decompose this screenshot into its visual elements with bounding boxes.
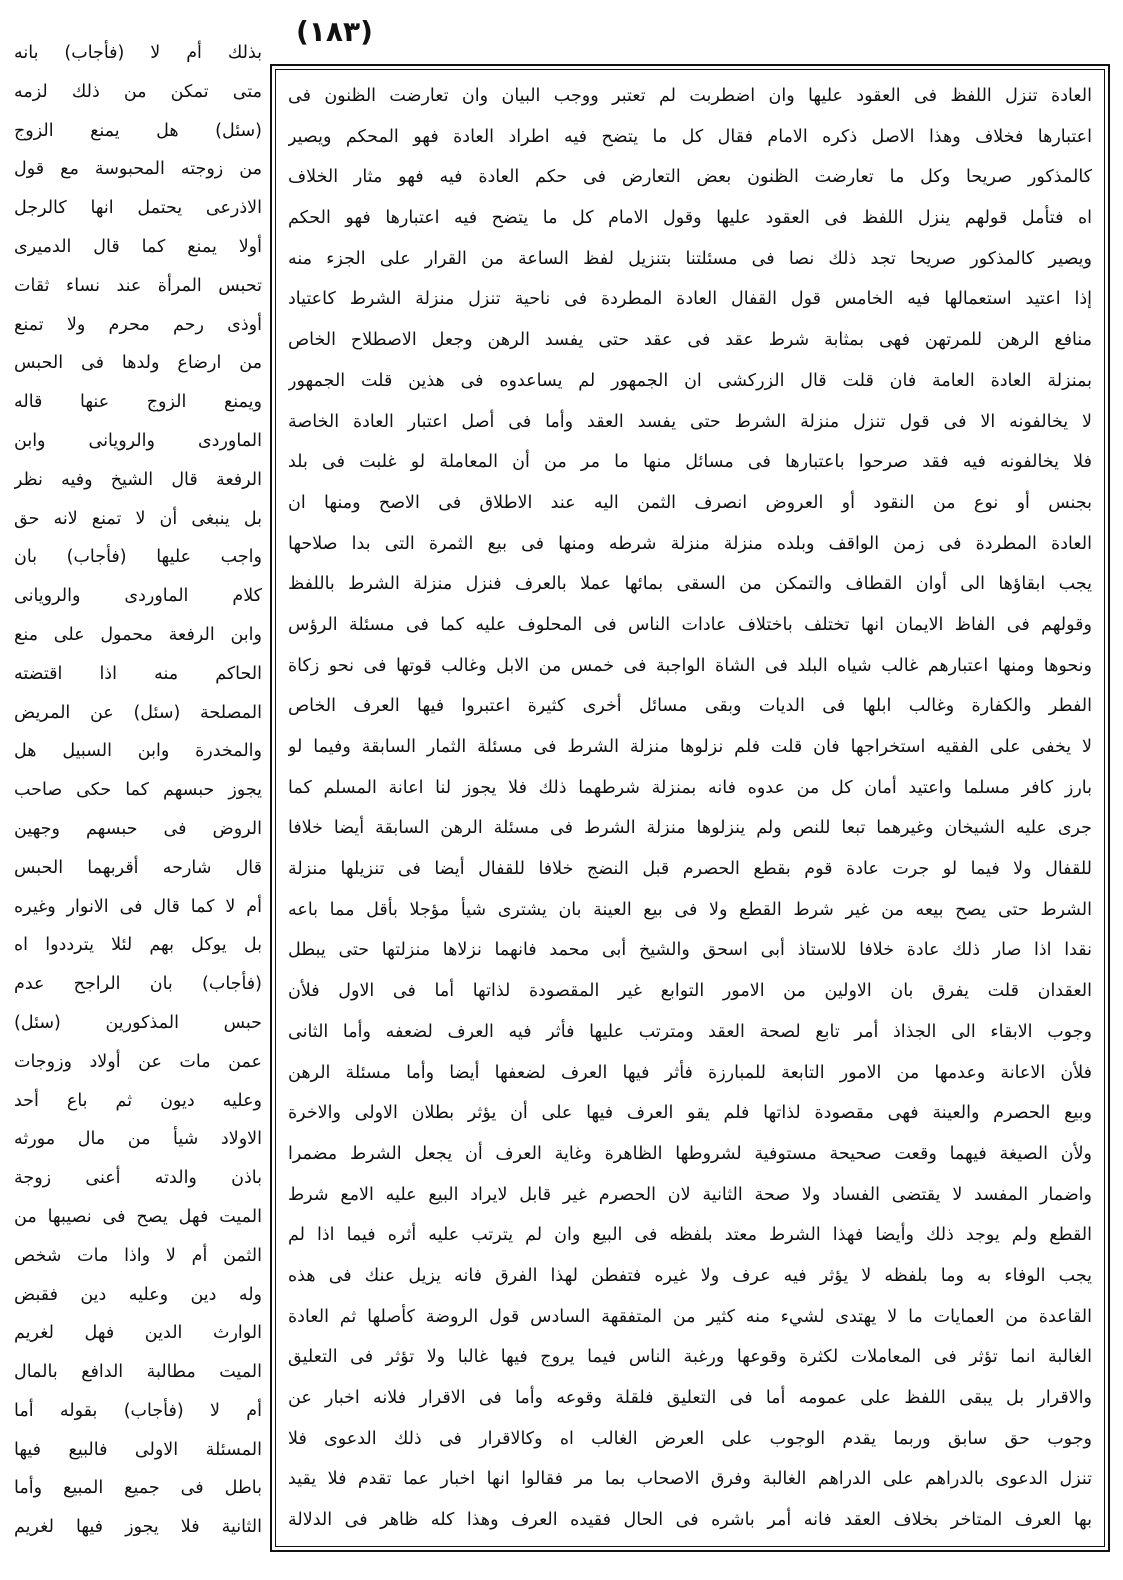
main-text-line: وقولهم فى الفاظ الايمان انها تختلف باختلاف عادات الناس فى المحلوف عليه كما فى مسئلة الرؤس	[288, 614, 1092, 635]
main-text-line: الغالبة انما تؤثر فى المعاملات لكثرة وقوعها ورغبة الناس فيما يروج فيها غالبا ولا تؤثر فى التعليق	[288, 1347, 1092, 1368]
main-text-line: اعتبارها فخلاف وهذا الاصل ذكره الامام فقال كل ما يتضح فيه اطراد العادة فهو المحكم ويصير	[288, 126, 1092, 147]
main-text-line: كالمذكور صريحا وكل ما تعارضت الظنون بعض التعارض فى حكم العادة فيه فهو مثار الخلاف	[288, 167, 1092, 188]
margin-note-line: الماوردى والرويانى وابن	[14, 430, 262, 451]
margin-note-line: تحبس المرأة عند نساء ثقات	[14, 275, 262, 296]
margin-note-line: أم لا (فأجاب) بقوله أما	[14, 1400, 262, 1421]
margin-note-line: المسئلة الاولى فالبيع فيها	[14, 1439, 262, 1460]
margin-note-line: وعليه ديون ثم باع أحد	[14, 1090, 262, 1111]
margin-note-line: الميت فهل يصح فى نصيبها من	[14, 1206, 262, 1227]
margin-note-line: (سئل) هل يمنع الزوج	[14, 120, 262, 141]
margin-note-line: بذلك أم لا (فأجاب) بانه	[14, 43, 262, 63]
main-text-line: للقفال ولا فيما لو جرت عادة قوم بقطع الحصرم قبل النضج خلافا للقفال أيضا فى تنزيلها منزلة	[288, 859, 1092, 880]
margin-note-line: من زوجته المحبوسة مع قول	[14, 159, 262, 180]
margin-notes	[14, 34, 262, 1549]
main-text-line: جرى عليه الشيخان وغيرهما تبعا للنص ولم ينزلوها منزلة الشرط فى مسئلة الرهن السابقة أيضا خلافا	[288, 818, 1092, 839]
margin-note-line: أوذى رحم محرم ولا تمنع	[14, 314, 262, 335]
main-text-line: العقدان قلت يفرق بان الاولين من الامور التوابع غير المقصودة لذاتها أما فى الاول فلأن	[288, 981, 1092, 1002]
main-text-line: يجب ابقاؤها الى أوان القطاف والتمكن من السقى بمائها عملا بالعرف فنزل منزلة الشرط باللفظ	[288, 574, 1092, 595]
main-text-line: يجب الوفاء به وما بلفظه لا يؤثر فيه عرف ولا غيره فتفطن لهذا الفرق فانه يزيل عنك فى هذه	[288, 1265, 1092, 1286]
main-text-line: لا يخالفونه الا فى قول تنزل منزلة الشرط حتى يفسد العقد وأما فى أصل اعتبار العادة الخاصة	[288, 411, 1092, 432]
main-text-line: ولأن الصيغة فيهما وقعت صحيحة مستوفية لشروطها الظاهرة وغاية العرف أن يجعل الشرط مضمرا	[288, 1143, 1092, 1164]
main-text-line: القطع ولم يوجد ذلك وأيضا فهذا الشرط معتد بلفظه فى البيع وان لم يترتب عليه أثره فيما اذا لم	[288, 1225, 1092, 1246]
margin-note-line: قال شارحه أقربهما الحبس	[14, 857, 262, 878]
margin-note-line: واجب عليها (فأجاب) بان	[14, 547, 262, 568]
margin-note-line: الوارث الدين فهل لغريم	[14, 1323, 262, 1344]
main-text-line: وجوب حق سابق وربما يقدم الوجوب على العرض الغالب اه وكالاقرار فى ذلك الدعوى فلا	[288, 1428, 1092, 1449]
margin-note-line: أولا يمنع كما قال الدميرى	[14, 236, 262, 257]
margin-note-line: متى تمكن من ذلك لزمه	[14, 81, 262, 102]
main-text-frame	[270, 64, 1110, 1552]
margin-note-line: باذن والدته أعنى زوجة	[14, 1168, 262, 1189]
margin-note-line: الثانية فلا يجوز فيها لغريم	[14, 1517, 262, 1538]
page-number: (١٨٣)	[296, 15, 373, 48]
margin-note-line: المصلحة (سئل) عن المريض	[14, 702, 262, 723]
main-text-line: وجوب الابقاء الى الجذاذ أمر تابع لصحة العقد ومترتب عليها فأثر فيه العرف لضعفه وأما الثانى	[288, 1021, 1092, 1042]
margin-note-line: ويمنع الزوج عنها قاله	[14, 392, 262, 413]
main-text-line: فلأن الاعانة وعدمها من الامور التابعة للمبارزة فأثر فيها العرف لضعفها أيضا وأما مسئلة الرهن	[288, 1062, 1092, 1083]
main-text-line: منافع الرهن للمرتهن فهى بمثابة شرط عقد فى عقد حتى يفسد الرهن وجعل الاصطلاح الخاص	[288, 330, 1092, 351]
margin-note-line: باطل فى جميع المبيع وأما	[14, 1478, 262, 1499]
margin-note-line: أم لا كما قال فى الانوار وغيره	[14, 896, 262, 917]
main-text-line: ونحوها ومنها اعتبارهم غالب شياه البلد فى الشاة الواجبة فى خمس من الابل وغالب قوتها فى نحو زكاة	[288, 655, 1092, 676]
main-text-line: العادة المطردة فى زمن الواقف وبلده منزلة منزلة شرطه ومنها فى بيع الثمرة التى بدا صلاحها	[288, 533, 1092, 554]
main-text-body	[275, 69, 1105, 1547]
margin-note-line: الاولاد شيأ من مال مورثه	[14, 1129, 262, 1150]
main-text-line: بمنزلة العادة العامة فان قلت قال الزركشى ان الجمهور لم يساعدوه فى هذين قلت الجمهور	[288, 370, 1092, 391]
main-text-line: الشرط حتى يصح بيعه من غير شرط القطع ولا فى بيع العينة بان يشترى شيأ مؤجلا بأقل مما باعه	[288, 899, 1092, 920]
main-text-line: ويصير كالمذكور صريحا تجد ذلك نصا فى مسئلتنا بتنزيل لفظ الساعة من القرار على الجزء منه	[288, 248, 1092, 269]
margin-note-line: الحاكم منه اذا اقتضته	[14, 663, 262, 684]
margin-note-line: (فأجاب) بان الراجح عدم	[14, 974, 262, 995]
main-text-line: العادة تنزل اللفظ فى العقود عليها وان اضطربت لم تعتبر ووجب البيان وان تعارضت الظنون فى	[288, 86, 1092, 106]
main-text-line: لا يخفى على الفقيه استخراجها فان قلت فلم نزلوها منزلة الشرط فى مسئلة الثمار السابقة وفيما لو	[288, 737, 1092, 757]
main-text-line: نقدا اذا صار ذلك عادة خلافا للاستاذ أبى اسحق والشيخ أبى محمد فانهما نزلاها منزلتها حتى يبطل	[288, 940, 1092, 961]
margin-note-line: وابن الرفعة محمول على منع	[14, 624, 262, 645]
main-text-line: القاعدة من العمايات ما لا يهتدى لشيء منه كثير من المتفقهة السادس قول الروضة كأصلها ثم العادة	[288, 1306, 1092, 1327]
margin-note-line: الاذرعى يحتمل انها كالرجل	[14, 198, 262, 219]
margin-note-line: والمخدرة وابن السبيل هل	[14, 741, 262, 762]
main-text-line: وبيع الحصرم والعينة فهى مقصودة لذاتها فلم يقو العرف فيها على أن يؤثر بطلان الاولى والاخرة	[288, 1103, 1092, 1124]
main-text-line: بها العرف المتاخر بخلاف العقد فانه أمر باشره فى الحال فقيده العرف وهذا كله ظاهر فى الدلالة	[288, 1510, 1092, 1531]
margin-note-line: عمن مات عن أولاد وزوجات	[14, 1051, 262, 1072]
main-text-line: الفطر والكفارة وغالب ابلها فى الديات وبقى مسائل أخرى كثيرة اعتبروا فيها العرف الخاص	[288, 696, 1092, 717]
main-text-line: تنزل الدعوى بالدراهم على الدراهم الغالبة وفرق الاصحاب بما مر فقالوا انها اخبار عما تقدم فلا يقيد	[288, 1469, 1092, 1490]
margin-note-line: حبس المذكورين (سئل)	[14, 1012, 262, 1033]
margin-note-line: الثمن أم لا واذا مات شخص	[14, 1245, 262, 1266]
margin-note-line: بل ينبغى أن لا تمنع لانه حق	[14, 508, 262, 529]
main-text-line: بارز كافر مسلما واعتيد أمان كل من عدوه فانه بمنزلة شرطهما ذلك فلا يجوز لنا اعانة المسلم كما	[288, 777, 1092, 798]
margin-note-line: يجوز حبسهم كما حكى صاحب	[14, 780, 262, 801]
margin-note-line: الميت مطالبة الدافع بالمال	[14, 1362, 262, 1383]
margin-note-line: بل يوكل بهم لئلا يترددوا اه	[14, 935, 262, 956]
margin-note-line: الرفعة قال الشيخ وفيه نظر	[14, 469, 262, 490]
margin-note-line: من ارضاع ولدها فى الحبس	[14, 353, 262, 374]
main-text-line: بجنس أو نوع من النقود أو العروض انصرف الثمن اليه عند الاطلاق فى الاصح ومنها ان	[288, 492, 1092, 513]
margin-note-line: وله دين وعليه دين فقبض	[14, 1284, 262, 1305]
main-text-line: اه فتأمل قولهم ينزل اللفظ فى العقود عليها وقول الامام كل ما يتضح فيه اعتبارها فهو الحكم	[288, 208, 1092, 229]
main-text-line: والاقرار بل يبقى اللفظ على عمومه أما فى التعليق فلقلة وقوعه وأما فى الاقرار فلانه اخبار عن	[288, 1388, 1092, 1408]
main-text-line: واضمار المفسد لا يقتضى الفساد ولا صحة الثانية لان الحصرم غير قابل لايراد البيع عليه الامع شرط	[288, 1184, 1092, 1205]
margin-note-line: الروض فى حبسهم وجهين	[14, 818, 262, 839]
main-text-line: إذا اعتيد استعمالها فيه الخامس قول القفال العادة المطردة فى ناحية تنزل منزلة الشرط كاعتياد	[288, 289, 1092, 310]
margin-note-line: كلام الماوردى والرويانى	[14, 586, 262, 607]
main-text-line: فلا يخالفونه فيه فقد صرحوا باعتبارها فى مسائل منها ما مر من أن المعاملة لو غلبت فى بلد	[288, 452, 1092, 473]
